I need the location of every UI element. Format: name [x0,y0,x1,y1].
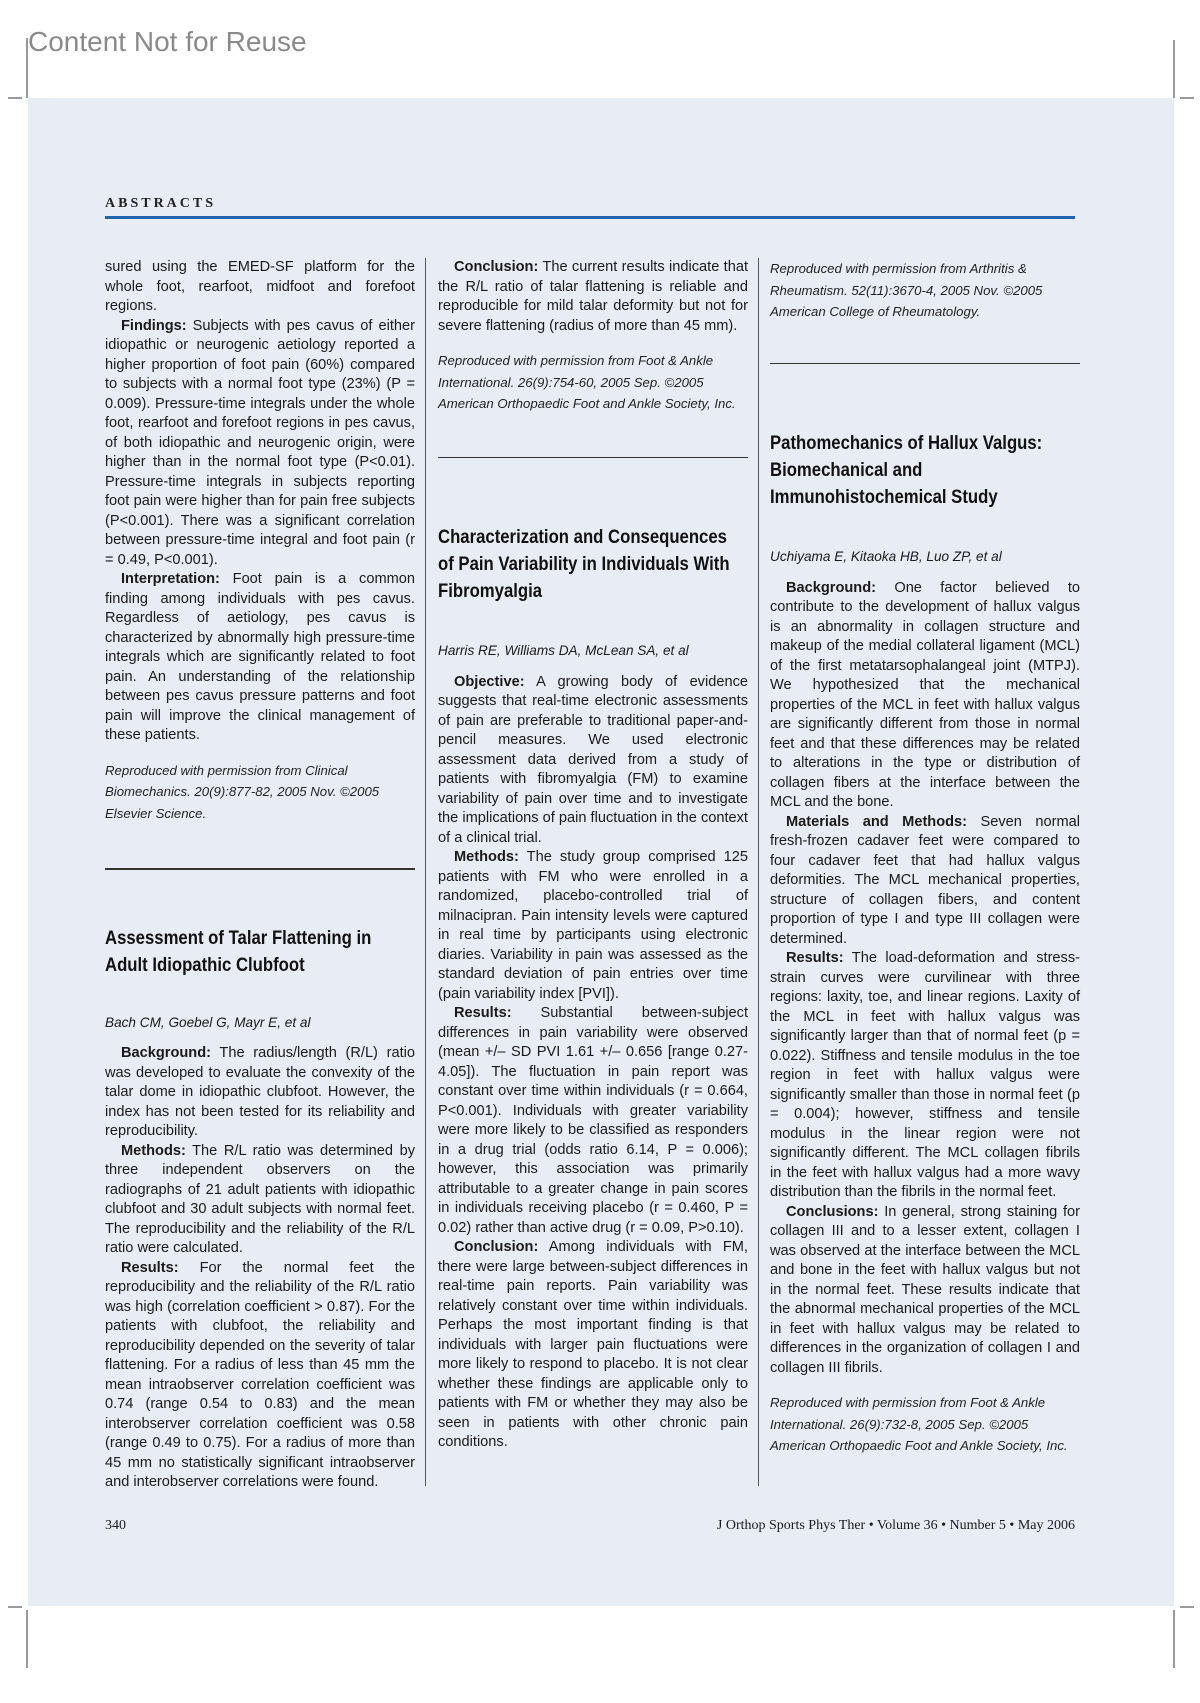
column-divider [425,258,426,1486]
section-label: Conclusions: [786,1203,879,1220]
citation: Reproduced with permission from Foot & Ankle International. 26(9):732-8, 2005 Sep. ©2005 American Orthopaedic Foot and Ankle Society, Inc. [770,1395,1068,1453]
crop-mark [1180,97,1194,99]
paragraph-text: In general, strong staining for collagen III and to a lesser extent, collagen I was observed at the interface between the MCL and bone in the feet with hallux valgus but not in the normal feet. These results indicate that the abnormal mechanical properties of the MCL in feet with hallux valgus may be related to differences in the organization of collagen I and collagen III fibrils. [770,1203,1080,1376]
citation: Reproduced with permission from Foot & Ankle International. 26(9):754-60, 2005 Sep. ©2005 American Orthopaedic Foot and Ankle Society, Inc. [438,353,736,411]
paragraph-text: Among individuals with FM, there were large between-subject differences in real-time pain reports. Pain variability was relatively constant over time within individuals. Perhaps the most important finding is that individuals with larger pain fluctuations were more likely to respond to placebo. It is not clear whether these findings are applicable only to patients with FM or whether they may also be seen in patients with other chronic pain conditions. [438,1239,748,1450]
paragraph-text: Substantial between-subject differences in pain variability were observed (mean +/– SD PVI 1.61 +/– 0.656 [range 0.27-4.05]). The fluctuation in pain report was constant over time within individuals (r = 0.664, P<0.001). Individuals with greater variability were more likely to be classified as responders in a drug trial (odds ratio 6.14, P = 0.006); however, this association was primarily attributable to a greater change in pain scores in individuals receiving placebo (r = 0.460, P = 0.02) rather than active drug (r = 0.09, P>0.10). [438,1005,748,1236]
paragraph-text: The load-deformation and stress-strain curves were curvilinear with three regions: laxity, toe, and linear regions. Laxity of the MCL in feet with hallux valgus was significantly larger than that of normal feet (p = 0.022). Stiffness and tensile modulus in the toe region in feet with hallux valgus were significantly smaller than those in normal feet (p = 0.004); however, stiffness and tensile modulus in the linear region were not significantly different. The MCL collagen fibrils in the feet with hallux valgus had a more wavy distribution than the fibrils in the normal feet. [770,950,1080,1200]
section-label: Results: [121,1259,179,1276]
crop-mark [26,38,28,98]
article-title: Pathomechanics of Hallux Valgus: Biomechanical and Immunohistochemical Study [770,433,1043,508]
section-header: ABSTRACTS [105,196,217,211]
watermark: Content Not for Reuse [28,26,307,57]
column-divider [758,258,759,1486]
paragraph [105,570,415,746]
paragraph [438,258,748,336]
paragraph-text: The radius/length (R/L) ratio was developed to evaluate the convexity of the talar dome in idiopathic clubfoot. However, the index has not been tested for its reliability and reproducibility. [105,1045,415,1139]
section-label: Interpretation: [121,571,220,587]
column-3 [770,258,1080,1457]
paragraph [770,949,1080,1203]
paragraph-text: For the normal feet the reproducibility and the reliability of the R/L ratio was high (correlation coefficient > 0.87). For the patients with clubfoot, the reliability and reproducibility depended on the severity of talar flattening. For a radius of less than 45 mm the mean intraobserver correlation coefficient was 0.74 (range 0.54 to 0.83) and the mean interobserver correlation coefficient was 0.58 (range 0.49 to 0.75). For a radius of more than 45 mm no statistically significant intraobserver and interobserver correlations were found. [105,1259,415,1490]
article-authors: Harris RE, Williams DA, McLean SA, et al [438,643,689,658]
paragraph [770,1203,1080,1379]
crop-mark [1180,1606,1194,1608]
section-label: Results: [786,950,844,966]
paragraph-text: One factor believed to contribute to the development of hallux valgus is an abnormality in collagen structure and makeup of the medial collateral ligament (MCL) of the first metatarsophalangeal joint (MTPJ). We hypothesized that the mechanical properties of the MCL in feet with hallux valgus are significantly different from those in normal feet and that these differences may be related to alterations in the type or distribution of collagen fibers at the interface between the MCL and the bone. [770,579,1080,810]
crop-mark [8,97,22,99]
citation: Reproduced with permission from Clinical Biomechanics. 20(9):877-82, 2005 Nov. ©2005 Elsevier Science. [105,762,380,821]
separator-rule [438,457,748,459]
paragraph [770,579,1080,813]
separator-rule [105,868,415,870]
article-title: Characterization and Consequences of Pain Variability in Individuals With Fibromyalgia [438,527,730,602]
paragraph-text: The study group comprised 125 patients with FM who were enrolled in a randomized, placebo-controlled trial of milnacipran. Pain intensity levels were captured in real time by participants using electronic diaries. Variability in pain was assessed as the standard deviation of pain entries over time (pain variability index [PVI]). [438,849,748,1002]
page-number: 340 [105,1518,126,1533]
crop-mark [26,1610,28,1668]
section-label: Background: [121,1045,211,1061]
citation: Reproduced with permission from Arthritis & Rheumatism. 52(11):3670-4, 2005 Nov. ©2005 American College of Rheumatology. [770,261,1043,319]
paragraph-text: Foot pain is a common finding among individuals with pes cavus. Regardless of aetiology, pes cavus is characterized by abnormally high pressure-time integrals which are significantly related to foot pain. An understanding of the relationship between pes cavus pressure patterns and foot pain will improve the clinical management of these patients. [105,571,415,743]
article-authors: Uchiyama E, Kitaoka HB, Luo ZP, et al [770,549,1002,564]
header-rule [105,216,1075,219]
section-label: Conclusion: [454,1239,539,1255]
paragraph [105,1259,415,1493]
section-label: Methods: [121,1142,186,1159]
paragraph-text: A growing body of evidence suggests that real-time electronic assessments of pain are preferable to traditional paper-and-pencil measures. We used electronic assessment data derived from a study of patients with fibromyalgia (FM) to examine variability of pain over time and to investigate the implications of pain fluctuation in the context of a clinical trial. [438,673,748,846]
paragraph [105,1044,415,1142]
paragraph [105,317,415,571]
column-1 [105,258,415,1493]
article-title: Assessment of Talar Flattening in Adult Idiopathic Clubfoot [105,927,372,976]
crop-mark [1173,40,1175,98]
crop-mark [1173,1610,1175,1668]
paragraph: sured using the EMED-SF platform for the whole foot, rearfoot, midfoot and forefoot regions. [105,259,415,314]
section-label: Findings: [121,317,187,334]
section-label: Conclusion: [454,259,539,275]
section-label: Methods: [454,849,519,865]
separator-rule [770,363,1080,365]
paragraph [438,1238,748,1453]
section-label: Background: [786,579,876,596]
paragraph [438,848,748,1004]
journal-footer: J Orthop Sports Phys Ther • Volume 36 • Number 5 • May 2006 [716,1518,1075,1533]
paragraph [438,673,748,849]
paragraph [770,813,1080,950]
paragraph [438,1004,748,1238]
section-label: Objective: [454,673,525,690]
crop-mark [8,1606,22,1608]
paragraph-text: Seven normal fresh-frozen cadaver feet were compared to four cadaver feet that had hallux valgus deformities. The MCL mechanical properties, structure of collagen fibers, and content proportion of type I and type III collagen were determined. [770,813,1080,947]
section-label: Materials and Methods: [786,813,968,830]
article-authors: Bach CM, Goebel G, Mayr E, et al [105,1014,311,1030]
paragraph-text: Subjects with pes cavus of either idiopathic or neurogenic aetiology reported a higher proportion of foot pain (60%) compared to subjects with a normal foot type (23%) (P = 0.009). Pressure-time integrals under the whole foot, rearfoot and forefoot regions in pes cavus, of both idiopathic and neurogenic origin, were higher than in the normal foot type (P<0.01). Pressure-time integrals in subjects reporting foot pain were higher than for pain free subjects (P<0.001). There was a significant correlation between pressure-time integral and foot pain (r = 0.49, P<0.001). [105,317,415,568]
column-2 [438,258,748,1453]
section-label: Results: [454,1005,512,1021]
paragraph-text: The R/L ratio was determined by three independent observers on the radiographs of 21 adult patients with idiopathic clubfoot and 30 adult subjects with normal feet. The reproducibility and the reliability of the R/L ratio were calculated. [105,1142,415,1256]
paragraph-text: The current results indicate that the R/L ratio of talar flattening is reliable and reproducible for mild talar deformity but not for severe flattening (radius of more than 45 mm). [438,259,748,334]
paragraph [105,1142,415,1259]
